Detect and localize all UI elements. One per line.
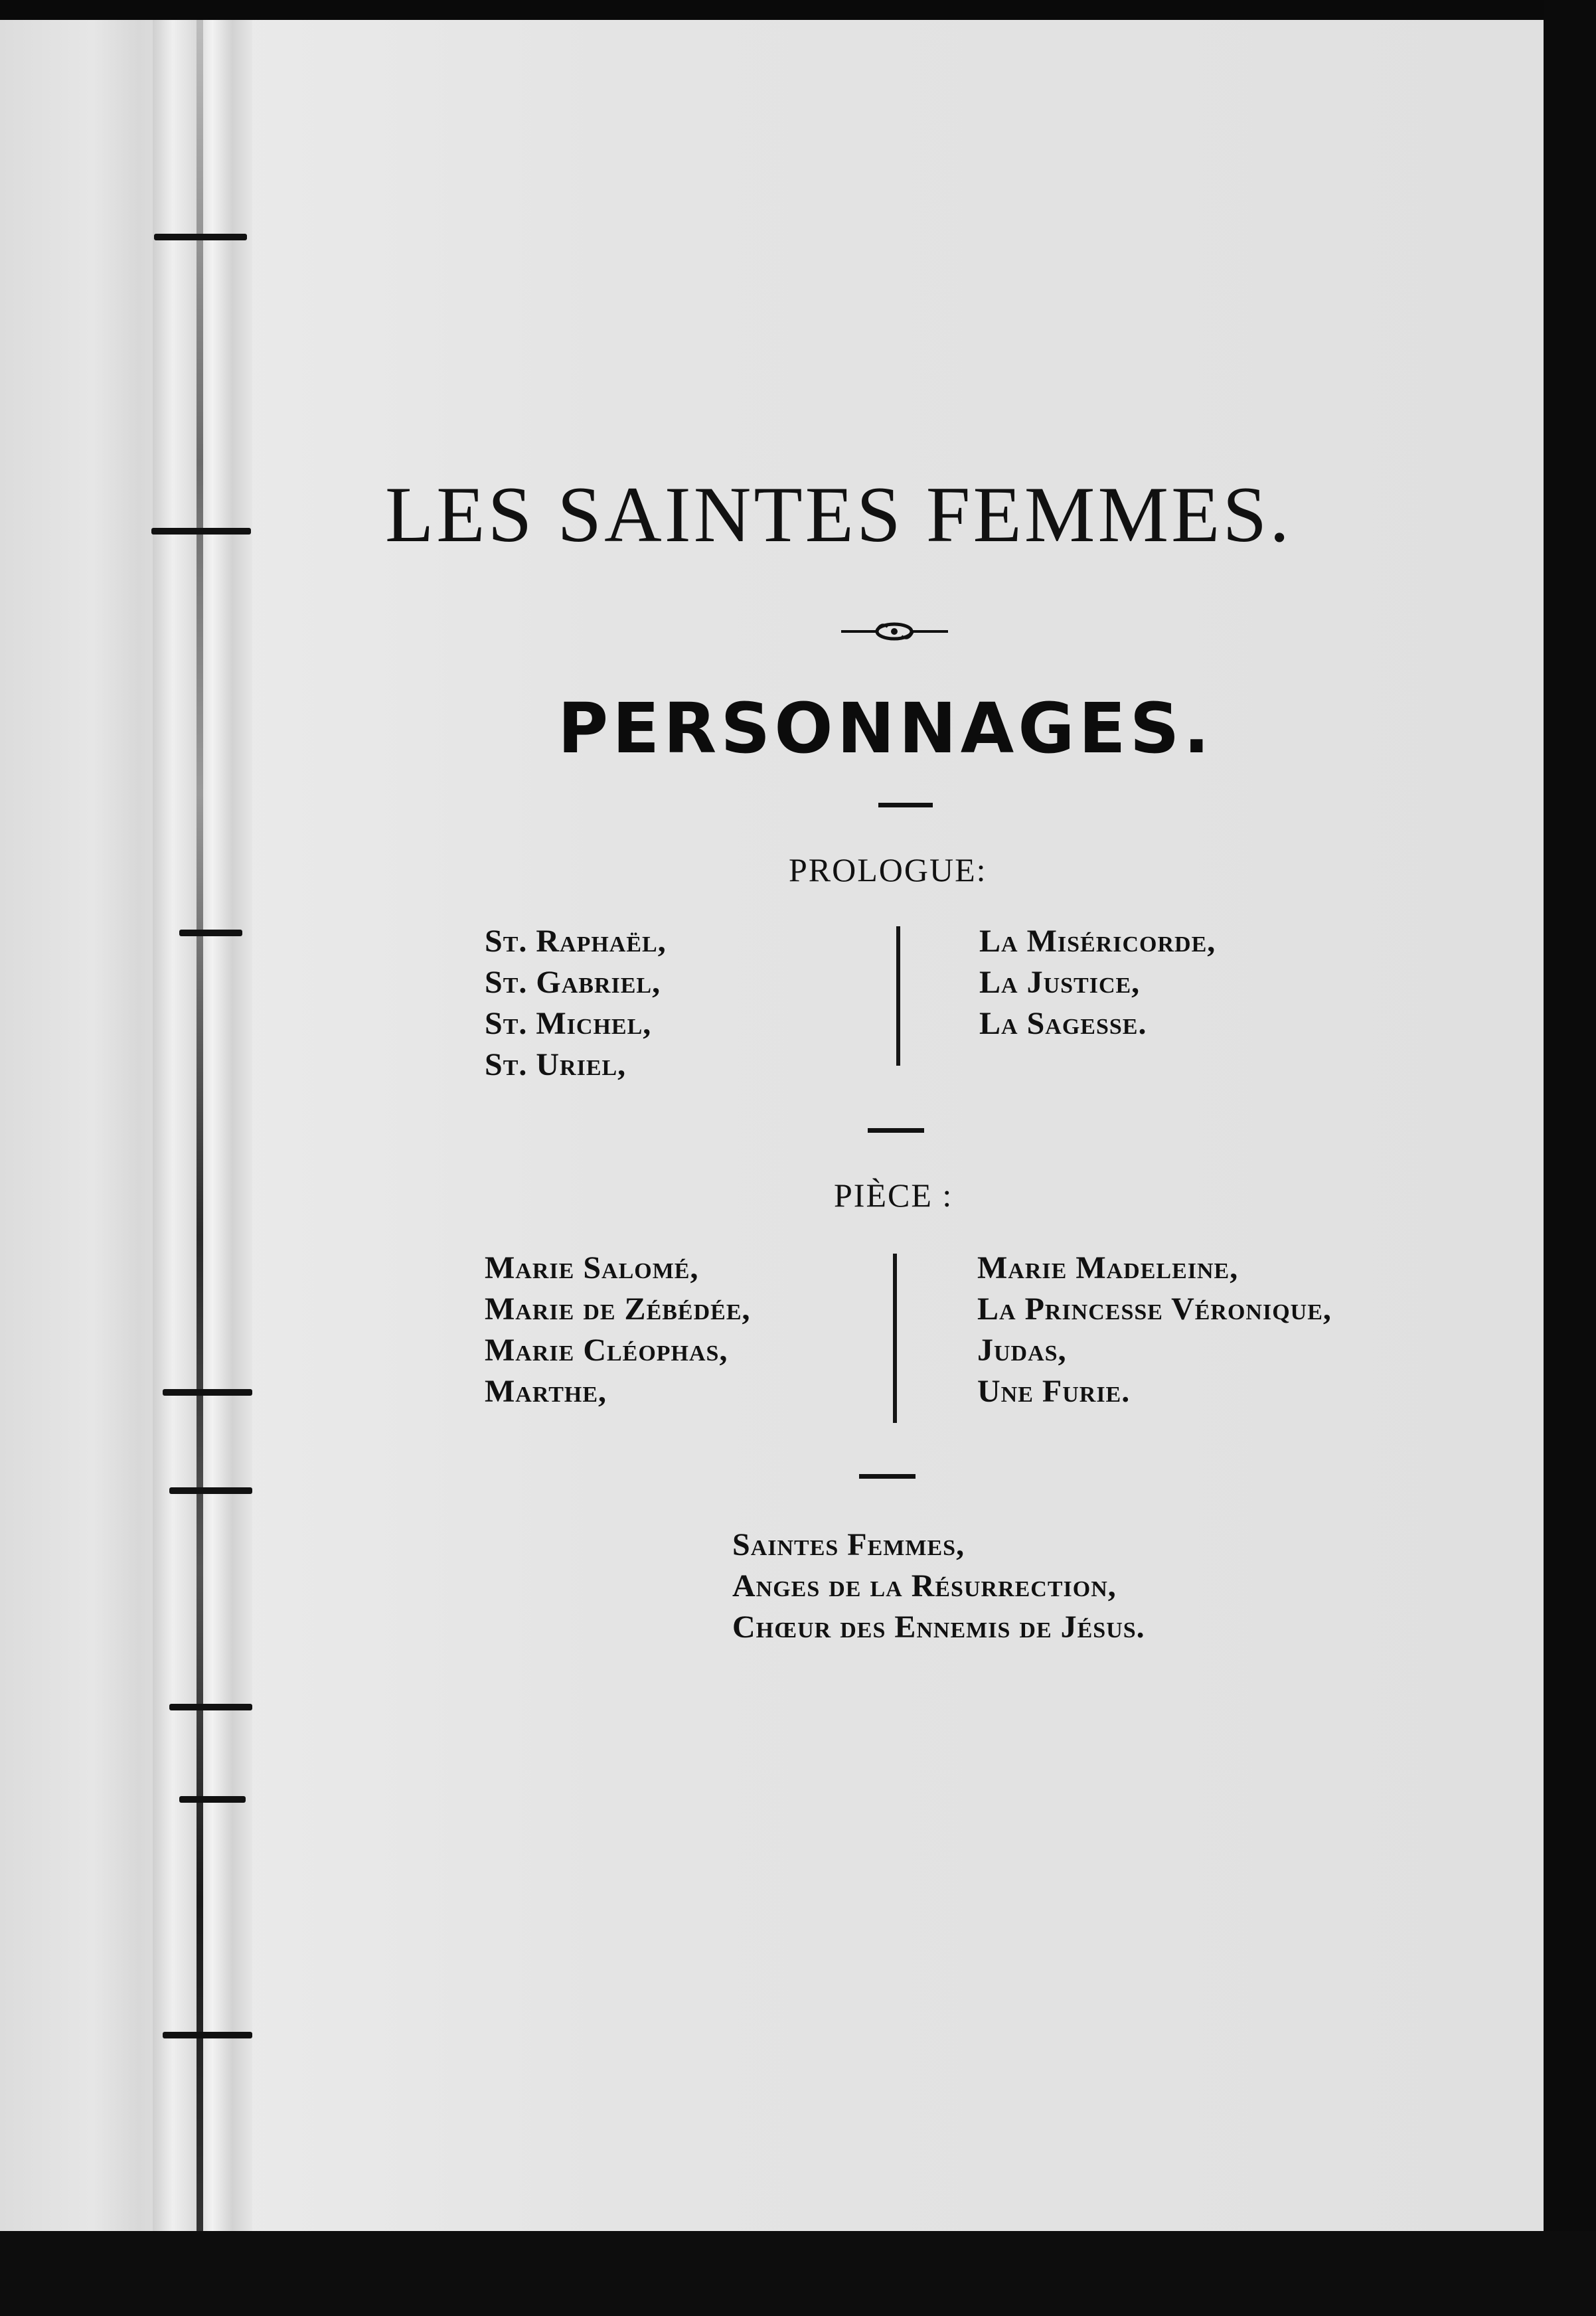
piece-left-column (485, 1248, 751, 1412)
cast-member: Une Furie. (977, 1374, 1131, 1409)
binding-stitch (163, 2032, 252, 2038)
page-title: LES SAINTES FEMMES. (385, 470, 1293, 558)
column-separator (893, 1254, 897, 1423)
prologue-left-column (485, 921, 667, 1086)
divider-rule (868, 1128, 924, 1133)
cast-member: Anges de la Résurrection, (732, 1568, 1117, 1604)
binding-stitch (169, 1487, 252, 1494)
cast-member: Judas, (977, 1333, 1067, 1368)
cast-member: Marthe, (485, 1374, 607, 1409)
piece-right-column (977, 1248, 1332, 1412)
personnages-heading: PERSONNAGES. (558, 688, 1214, 769)
cast-member: St. Michel, (485, 1006, 652, 1041)
cast-member: Marie de Zébédée, (485, 1291, 751, 1327)
cast-member: Marie Cléophas, (485, 1333, 728, 1368)
prologue-label: PROLOGUE: (789, 851, 987, 888)
binding-stitch (163, 1389, 252, 1396)
binding-stitch (151, 528, 251, 535)
cast-member: La Princesse Véronique, (977, 1291, 1332, 1327)
cast-member: Saintes Femmes, (732, 1527, 965, 1562)
cast-member: St. Gabriel, (485, 965, 661, 1000)
extras-list (732, 1525, 1145, 1648)
binding-stitch (179, 930, 242, 936)
binding-stitch (169, 1704, 252, 1710)
cast-member: La Justice, (979, 965, 1141, 1000)
divider-rule (859, 1474, 916, 1479)
cast-member: Chœur des Ennemis de Jésus. (732, 1610, 1145, 1645)
prologue-right-column (979, 921, 1216, 1044)
cast-member: St. Raphaël, (485, 924, 667, 959)
cast-member: Marie Madeleine, (977, 1250, 1239, 1285)
column-separator (896, 926, 900, 1066)
binding-edge (197, 20, 203, 2231)
divider-rule (878, 803, 933, 807)
binding-stitch (154, 234, 247, 240)
cast-member: La Miséricorde, (979, 924, 1216, 959)
cast-member: Marie Salomé, (485, 1250, 699, 1285)
scan-border-right (1544, 0, 1596, 2316)
cast-member: La Sagesse. (979, 1006, 1147, 1041)
cast-member: St. Uriel, (485, 1047, 627, 1082)
scan-border-bottom (0, 2231, 1596, 2316)
piece-label: PIÈCE : (834, 1177, 953, 1214)
binding-stitch (179, 1796, 246, 1803)
ornament-divider (840, 618, 949, 645)
